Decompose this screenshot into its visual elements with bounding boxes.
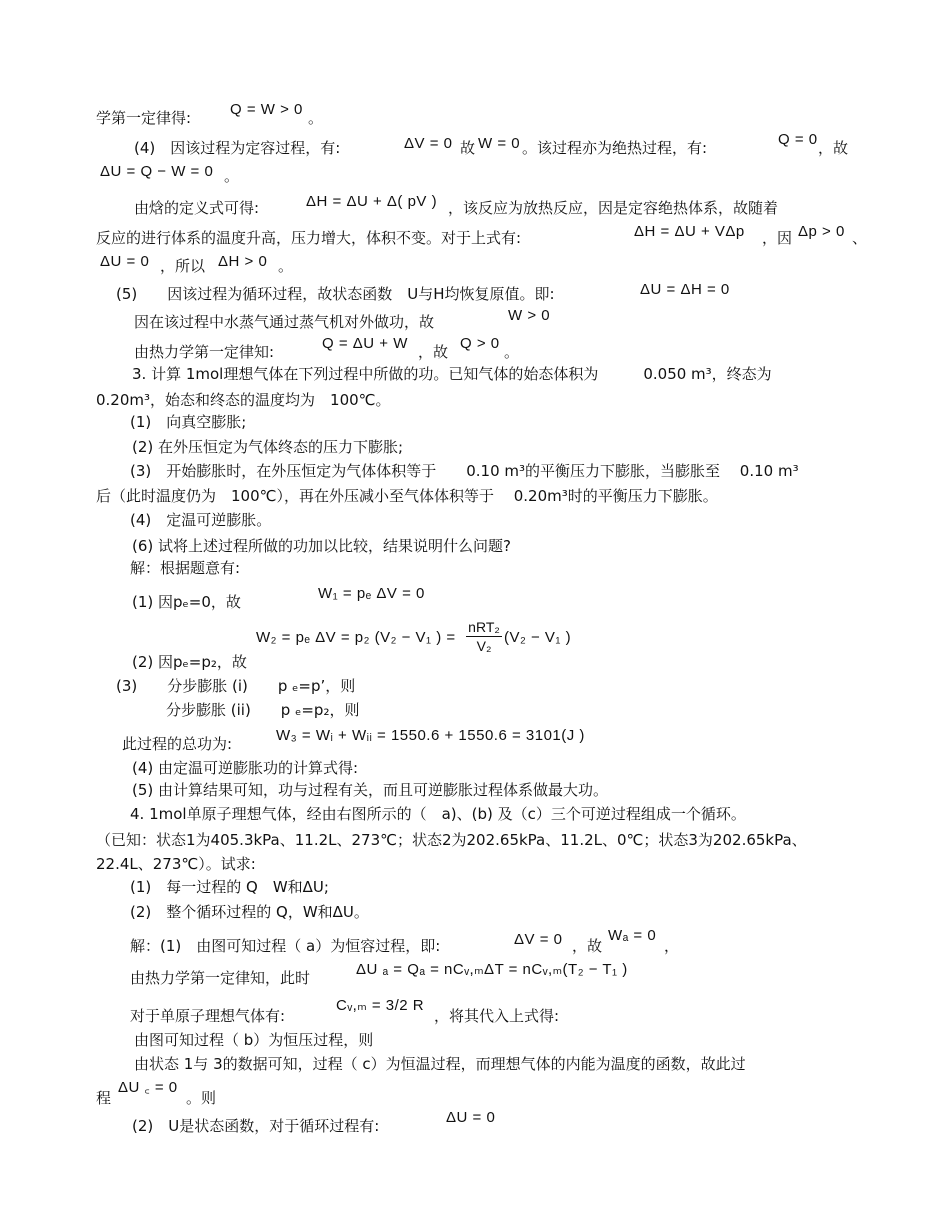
text-line: 解：(1) 由图可知过程（ a）为恒容过程，即: (130, 937, 441, 955)
formula: Δp > 0 (798, 223, 845, 240)
text-line: 。 (278, 257, 294, 275)
formula: ΔU ꜀ = 0 (118, 1079, 178, 1096)
text-line: 由热力学第一定律知: (134, 343, 275, 361)
text-line: 由状态 1与 3的数据可知，过程（ c）为恒温过程，而理想气体的内能为温度的函数，故此过 (134, 1055, 746, 1073)
formula: ΔU = 0 (446, 1109, 496, 1126)
text-line: 4. 1mol单原子理想气体，经由右图所示的（ a)、(b) 及（c）三个可逆过程组成一个循环。 (130, 805, 746, 823)
fraction-numerator: nRT₂ (466, 618, 502, 637)
text-line: 此过程的总功为: (122, 735, 233, 753)
formula: W₃ = Wᵢ + Wᵢᵢ = 1550.6 + 1550.6 = 3101(J ) (276, 727, 585, 744)
text-line: ， (664, 937, 680, 955)
text-line: 学第一定律得: (96, 109, 192, 127)
text-line: 、 (852, 229, 868, 247)
text-line: ，故 (572, 937, 603, 955)
formula: (V₂ − V₁ ) (504, 629, 572, 646)
text-line: 。 (308, 109, 324, 127)
text-line: (4) 定温可逆膨胀。 (130, 511, 272, 529)
text-line: ，因 (762, 229, 793, 247)
text-line: (5) 因该过程为循环过程，故状态函数 U与H均恢复原值。即: (116, 285, 555, 303)
text-line: 程 (96, 1089, 112, 1107)
text-line: 解：根据题意有: (130, 559, 241, 577)
formula: ΔV = 0 (514, 931, 563, 948)
formula: Q = 0 (778, 131, 818, 148)
text-line: (2) 整个循环过程的 Q，W和ΔU。 (130, 903, 369, 921)
text-line: (1) 向真空膨胀; (130, 413, 247, 431)
text-line: ，故 (418, 343, 449, 361)
text-line: ，该反应为放热反应，因是定容绝热体系，故随着 (448, 199, 779, 217)
text-line: ，所以 (160, 257, 206, 275)
formula: W₂ = pₑ ΔV = p₂ (V₂ − V₁ ) = (256, 629, 456, 646)
text-line: 。该过程亦为绝热过程，有: (522, 139, 708, 157)
text-line: (2) U是状态函数，对于循环过程有: (132, 1117, 380, 1135)
formula: ΔV = 0 (404, 135, 453, 152)
text-line: (3) 开始膨胀时，在外压恒定为气体体积等于 0.10 m³的平衡压力下膨胀，当膨胀至 0.10 m³ (130, 462, 799, 480)
formula: W = 0 (478, 135, 521, 152)
formula: Q = W > 0 (230, 101, 303, 118)
formula: W₁ = pₑ ΔV = 0 (318, 585, 425, 602)
formula: ΔH > 0 (218, 253, 268, 270)
text-line: (3) 分步膨胀 (i) p ₑ=p’，则 (116, 677, 356, 695)
text-line: （已知：状态1为405.3kPa、11.2L、273℃；状态2为202.65kPa、11.2L、0℃；状态3为202.65kPa、 (96, 831, 807, 849)
formula: ΔU = Q − W = 0 (100, 163, 214, 180)
text-line: (1) 因pₑ=0，故 (132, 593, 241, 611)
text-line: 分步膨胀 (ii) p ₑ=p₂，则 (166, 701, 360, 719)
formula: ΔH = ΔU + Δ( pV ) (306, 193, 438, 210)
text-line: 。 (224, 167, 240, 185)
text-line: 后（此时温度仍为 100℃），再在外压减小至气体体积等于 0.20m³时的平衡压力下膨胀。 (96, 487, 718, 505)
formula: W > 0 (508, 307, 551, 324)
formula: Cᵥ,ₘ = 3/2 R (336, 997, 425, 1014)
text-line: (4) 因该过程为定容过程，有: (134, 139, 341, 157)
fraction-denominator: V₂ (476, 638, 492, 654)
text-line: (6) 试将上述过程所做的功加以比较，结果说明什么问题? (132, 537, 511, 555)
text-line: 因在该过程中水蒸气通过蒸气机对外做功，故 (134, 313, 435, 331)
text-line: 故 (460, 139, 476, 157)
text-line: 0.20m³，始态和终态的温度均为 100℃。 (96, 391, 391, 409)
text-line: 3. 计算 1mol理想气体在下列过程中所做的功。已知气体的始态体积为 0.050 m³，终态为 (132, 365, 772, 383)
text-line: 22.4L、273℃）。试求: (96, 855, 256, 873)
text-line: 。则 (186, 1089, 217, 1107)
text-line: (4) 由定温可逆膨胀功的计算式得: (132, 759, 359, 777)
formula: Q > 0 (460, 335, 500, 352)
text-line: (2) 在外压恒定为气体终态的压力下膨胀; (132, 438, 404, 456)
text-line: (1) 每一过程的 Q W和ΔU; (130, 878, 329, 896)
formula: ΔU = ΔH = 0 (640, 281, 730, 298)
formula: ΔH = ΔU + VΔp (634, 223, 745, 240)
text-line: 由热力学第一定律知，此时 (130, 969, 311, 987)
text-line: (5) 由计算结果可知，功与过程有关，而且可逆膨胀过程体系做最大功。 (132, 781, 609, 799)
text-line: 。 (504, 343, 520, 361)
formula: Wₐ = 0 (608, 927, 657, 944)
text-line: 对于单原子理想气体有: (130, 1007, 286, 1025)
text-line: (2) 因pₑ=p₂，故 (132, 653, 247, 671)
text-line: ，将其代入上式得: (434, 1007, 560, 1025)
formula: ΔU = 0 (100, 253, 150, 270)
text-line: ，故 (818, 139, 849, 157)
formula: ΔU ₐ = Qₐ = nCᵥ,ₘΔT = nCᵥ,ₘ(T₂ − T₁ ) (356, 961, 628, 978)
text-line: 反应的进行体系的温度升高，压力增大，体积不变。对于上式有: (96, 229, 522, 247)
text-line: 由焓的定义式可得: (134, 199, 260, 217)
fraction (466, 618, 502, 655)
text-line: 由图可知过程（ b）为恒压过程，则 (134, 1031, 374, 1049)
formula: Q = ΔU + W (322, 335, 408, 352)
